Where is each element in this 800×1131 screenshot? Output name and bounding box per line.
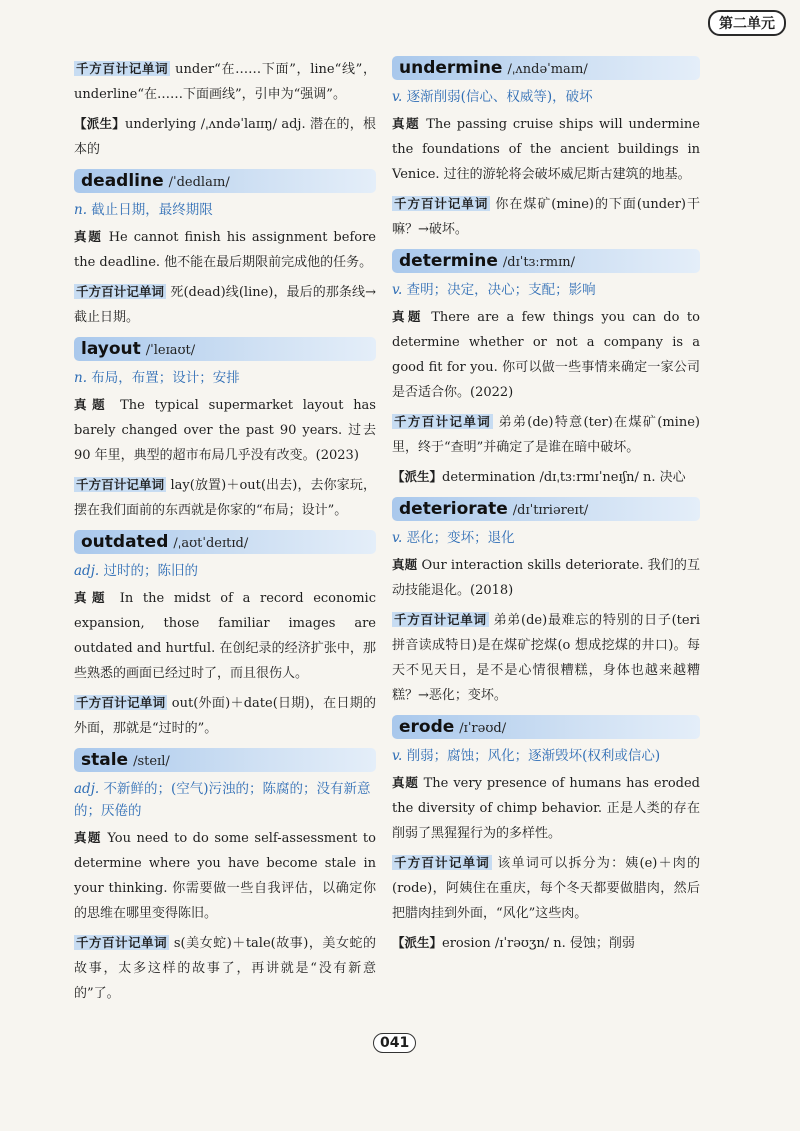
memo-text: 该单词可以拆分为：姨(e)＋肉的(rode)，阿姨住在重庆，每个冬天都要做腊肉，然后把腊肉挂到外面，“风化”这些肉。	[392, 856, 700, 921]
phonetic: /ˌaʊtˈdeɪtɪd/	[173, 536, 249, 551]
memo-text: s(美女蛇)＋tale(故事)，美女蛇的故事，太多这样的故事了，再讲就是“没有新意的”了。	[74, 936, 376, 1001]
derive-label: 【派生】	[392, 469, 443, 484]
derive-label: 【派生】	[74, 116, 126, 131]
memo-label: 千方百计记单词	[76, 61, 169, 76]
memo-label: 千方百计记单词	[394, 612, 487, 627]
memo-paragraph	[74, 279, 376, 330]
exam-text: He cannot finish his assignment before the deadline. 他不能在最后期限前完成他的任务。	[74, 230, 376, 270]
definition-text: 恶化；变坏；退化	[406, 530, 515, 546]
right-column	[392, 56, 700, 963]
headword-bar	[392, 715, 700, 739]
definition-text: 不新鲜的；(空气)污浊的；陈腐的；没有新意的；厌倦的	[74, 781, 371, 819]
headword: determine	[399, 251, 498, 271]
memo-text: out(外面)＋date(日期)，在日期的外面，那就是“过时的”。	[74, 696, 376, 736]
exam-paragraph	[392, 552, 700, 603]
exam-label: 真题	[392, 309, 424, 324]
definition-text: 查明；决定，决心；支配；影响	[406, 282, 596, 298]
memo-paragraph	[392, 409, 700, 460]
derive-paragraph	[74, 111, 376, 162]
phonetic: /steɪl/	[133, 754, 170, 769]
exam-text: The typical supermarket layout has barely changed over the past 90 years. 过去 90 年里，典型的超市布局几乎没有改变。(2023)	[74, 398, 376, 463]
phonetic: /ˈdedlaɪn/	[168, 175, 230, 190]
exam-label: 真题	[392, 775, 419, 790]
exam-paragraph	[74, 392, 376, 468]
memo-label: 千方百计记单词	[76, 284, 165, 299]
memo-label: 千方百计记单词	[76, 935, 168, 950]
headword-bar	[392, 249, 700, 273]
definition	[74, 199, 376, 221]
headword-bar	[392, 497, 700, 521]
exam-text: There are a few things you can do to determine whether or not a company is a good fit for you. 你可以做一些事情来确定一家公司是否适合你。(2022)	[392, 310, 700, 400]
exam-label: 真题	[74, 830, 102, 845]
part-of-speech: v.	[392, 282, 403, 298]
derive-text: underlying /ˌʌndəˈlaɪɪŋ/ adj. 潜在的，根本的	[74, 117, 376, 157]
entry-outdated	[74, 530, 376, 741]
exam-label: 真题	[74, 590, 111, 605]
headword: outdated	[81, 532, 169, 552]
exam-paragraph	[392, 304, 700, 405]
entry-deteriorate	[392, 497, 700, 708]
memo-text: 你在煤矿(mine)的下面(under)干嘛？→破坏。	[392, 197, 700, 237]
memo-paragraph	[392, 191, 700, 242]
phonetic: /dɪˈtɜːrmɪn/	[502, 255, 576, 270]
headword-bar	[74, 748, 376, 772]
exam-paragraph	[74, 825, 376, 926]
part-of-speech: v.	[392, 530, 403, 546]
definition	[392, 279, 700, 301]
phonetic: /ɪˈrəʊd/	[459, 721, 507, 736]
entry-determine	[392, 249, 700, 490]
exam-label: 真题	[74, 229, 103, 244]
exam-paragraph	[74, 585, 376, 686]
memo-text: lay(放置)＋out(出去)，去你家玩，摆在我们面前的东西就是你家的“布局；设计”。	[74, 478, 376, 518]
memo-paragraph	[74, 690, 376, 741]
unit-badge: 第二单元	[708, 10, 786, 36]
headword: erode	[399, 717, 455, 737]
headword-bar	[74, 530, 376, 554]
exam-paragraph	[74, 224, 376, 275]
exam-label: 真题	[392, 557, 418, 572]
phonetic: /ˌʌndəˈmaɪn/	[507, 62, 588, 77]
phonetic: /dɪˈtɪriəreɪt/	[512, 503, 589, 518]
entry-erode	[392, 715, 700, 956]
left-column	[74, 56, 376, 1013]
memo-paragraph	[74, 930, 376, 1006]
memo-label: 千方百计记单词	[394, 414, 492, 429]
phonetic: /ˈleɪaʊt/	[145, 343, 196, 358]
derive-paragraph	[392, 464, 700, 490]
definition-text: 布局，布置；设计；安排	[91, 370, 240, 386]
part-of-speech: v.	[392, 89, 403, 105]
entry-stale	[74, 748, 376, 1006]
headword: layout	[81, 339, 141, 359]
memo-paragraph	[74, 472, 376, 523]
part-of-speech: n.	[74, 202, 87, 218]
definition	[74, 367, 376, 389]
exam-text: You need to do some self-assessment to determine where you have become stale in your thinking. 你需要做一些自我评估，以确定你的思维在哪里变得陈旧。	[74, 831, 376, 921]
definition-text: 逐渐削弱(信心、权威等)，破坏	[406, 89, 593, 105]
headword: deadline	[81, 171, 164, 191]
part-of-speech: n.	[74, 370, 87, 386]
definition	[74, 560, 376, 582]
part-of-speech: adj.	[74, 781, 100, 797]
definition	[392, 745, 700, 767]
underline-continuation	[74, 56, 376, 162]
headword-bar	[74, 337, 376, 361]
headword-bar	[392, 56, 700, 80]
memo-paragraph	[392, 850, 700, 926]
memo-text: 弟弟(de)特意(ter)在煤矿(mine)里，终于“查明”并确定了是谁在暗中破坏。	[392, 415, 700, 455]
definition	[74, 778, 376, 822]
exam-text: The passing cruise ships will undermine the foundations of the ancient buildings in Venice. 过往的游轮将会破坏威尼斯古建筑的地基。	[392, 117, 700, 182]
definition	[392, 86, 700, 108]
memo-text: 死(dead)线(line)，最后的那条线→截止日期。	[74, 285, 376, 325]
entry-layout	[74, 337, 376, 523]
definition-text: 削弱；腐蚀；风化；逐渐毁坏(权利或信心)	[406, 748, 661, 764]
memo-label: 千方百计记单词	[394, 855, 491, 870]
exam-label: 真题	[392, 116, 421, 131]
headword: undermine	[399, 58, 503, 78]
entry-deadline	[74, 169, 376, 330]
memo-text: under“在……下面”，line“线”，underline“在……下面画线”，引申为“强调”。	[74, 62, 376, 102]
definition-text: 过时的；陈旧的	[103, 563, 198, 579]
memo-label: 千方百计记单词	[76, 695, 166, 710]
derive-paragraph	[392, 930, 700, 956]
headword-bar	[74, 169, 376, 193]
memo-label: 千方百计记单词	[394, 196, 489, 211]
memo-text: 弟弟(de)最难忘的特别的日子(teri 拼音读成特日)是在煤矿挖煤(o 想成挖煤的井口)。每天不见天日，是不是心情很糟糕，身体也越来越糟糕？→恶化；变坏。	[392, 613, 700, 703]
part-of-speech: adj.	[74, 563, 100, 579]
exam-paragraph	[392, 770, 700, 846]
headword: deteriorate	[399, 499, 508, 519]
definition	[392, 527, 700, 549]
part-of-speech: v.	[392, 748, 403, 764]
derive-label: 【派生】	[392, 935, 443, 950]
derive-text: erosion /ɪˈrəʊʒn/ n. 侵蚀；削弱	[442, 936, 635, 951]
headword: stale	[81, 750, 129, 770]
memo-paragraph	[74, 56, 376, 107]
exam-label: 真题	[74, 397, 111, 412]
exam-text: The very presence of humans has eroded the diversity of chimp behavior. 正是人类的存在削弱了黑猩猩行为的多样性。	[392, 776, 700, 841]
memo-paragraph	[392, 607, 700, 708]
exam-text: Our interaction skills deteriorate. 我们的互动技能退化。(2018)	[392, 558, 700, 598]
memo-label: 千方百计记单词	[76, 477, 165, 492]
page-number: 041	[373, 1033, 416, 1053]
exam-paragraph	[392, 111, 700, 187]
definition-text: 截止日期，最终期限	[91, 202, 213, 218]
exam-text: In the midst of a record economic expansion, those familiar images are outdated and hurtful. 在创纪录的经济扩张中，那些熟悉的画面已经过时了，而且很伤人。	[74, 591, 376, 681]
entry-undermine	[392, 56, 700, 242]
derive-text: determination /dɪˌtɜːrmɪˈneɪʃn/ n. 决心	[442, 470, 686, 485]
